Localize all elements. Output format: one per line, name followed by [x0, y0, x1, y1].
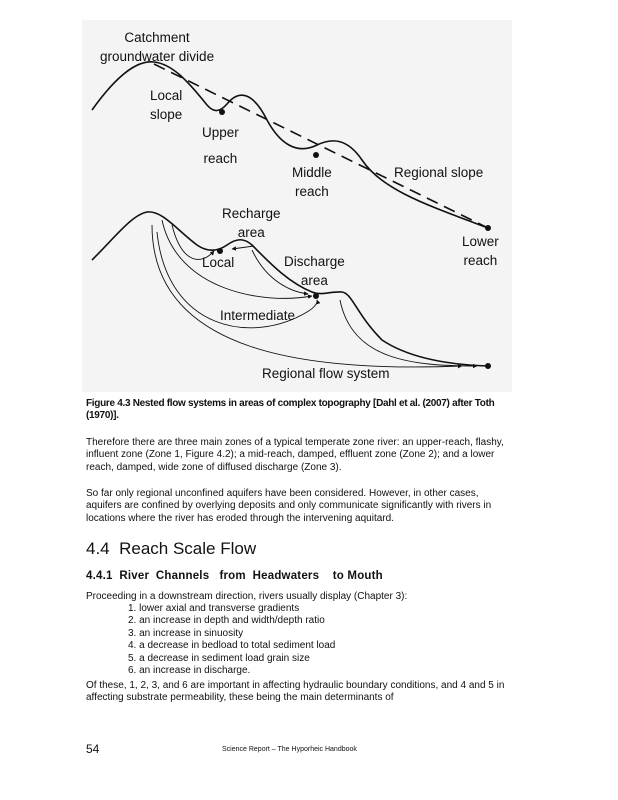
label-local: Local [202, 255, 235, 270]
label-lower-reach: Lower reach [462, 234, 499, 268]
list-item: 5. a decrease in sediment load grain size [128, 652, 310, 664]
footer-text: Science Report – The Hyporheic Handbook [222, 746, 357, 753]
regional-flow-arrow-2 [340, 300, 477, 366]
label-regional-flow: Regional flow system [262, 366, 390, 381]
label-local-slope: Local slope [150, 88, 183, 122]
flow-diagram [82, 20, 512, 392]
local-recharge-arrow [232, 246, 254, 249]
list-item: 4. a decrease in bedload to total sediment load [128, 640, 336, 652]
list-item: 2. an increase in depth and width/depth ratio [128, 615, 325, 627]
list-item: 1. lower axial and transverse gradients [128, 603, 300, 614]
paragraph-downstream: Proceeding in a downstream direction, rivers usually display (Chapter 3): [86, 591, 408, 602]
middle-reach-point [313, 152, 319, 158]
section-number: 4.4 [86, 539, 110, 558]
label-middle-reach: Middle reach [292, 165, 332, 199]
upper-reach-point [219, 109, 225, 115]
list-item: 3. an increase in sinuosity [128, 627, 244, 639]
paragraph-confined-aquifers: So far only regional unconfined aquifers have been considered. However, in other cases, aquifers are confined by overlying deposits and only communicate significantly with rivers in locations where the river has eroded through the intervening aquitard. [86, 488, 492, 524]
list-item: 6. an increase in discharge. [128, 665, 251, 677]
paragraph-zones: Therefore there are three main zones of a typical temperate zone river: an upper-reach, flashy, influent zone (Zone 1, Figure 4.2); a mid-reach, damped, effluent zone (Zone 2); and a lower reach, damped, wide zone of diffused discharge (Zone 3). [86, 437, 504, 473]
subsection-number: 4.4.1 [86, 570, 113, 582]
subsection-heading [86, 570, 383, 582]
label-discharge-area: Discharge area [284, 254, 345, 288]
label-regional-slope: Regional slope [394, 165, 484, 180]
label-intermediate: Intermediate [220, 308, 296, 323]
discharge-point [313, 293, 319, 299]
paragraph-determinants: Of these, 1, 2, 3, and 6 are important in affecting hydraulic boundary conditions, and 4 and 5 in affecting substrate permeability, these being the main determinants of [86, 680, 505, 704]
section-heading [86, 539, 256, 559]
subsection-title: River Channels from Headwaters to Mouth [119, 570, 383, 582]
label-recharge-area: Recharge area [222, 206, 281, 240]
label-catchment: Catchment groundwater divide [100, 30, 215, 64]
figure-caption: Figure 4.3 Nested flow systems in areas of complex topography [Dahl et al. (2007) after Toth (1970)]. [86, 398, 495, 421]
label-upper-reach: Upper reach [202, 125, 239, 166]
regional-end-point [485, 363, 491, 369]
lower-reach-point [485, 225, 491, 231]
downstream-list [128, 603, 335, 677]
section-title: Reach Scale Flow [119, 539, 257, 558]
nested-flow-figure [82, 20, 512, 392]
page-number: 54 [86, 742, 100, 756]
